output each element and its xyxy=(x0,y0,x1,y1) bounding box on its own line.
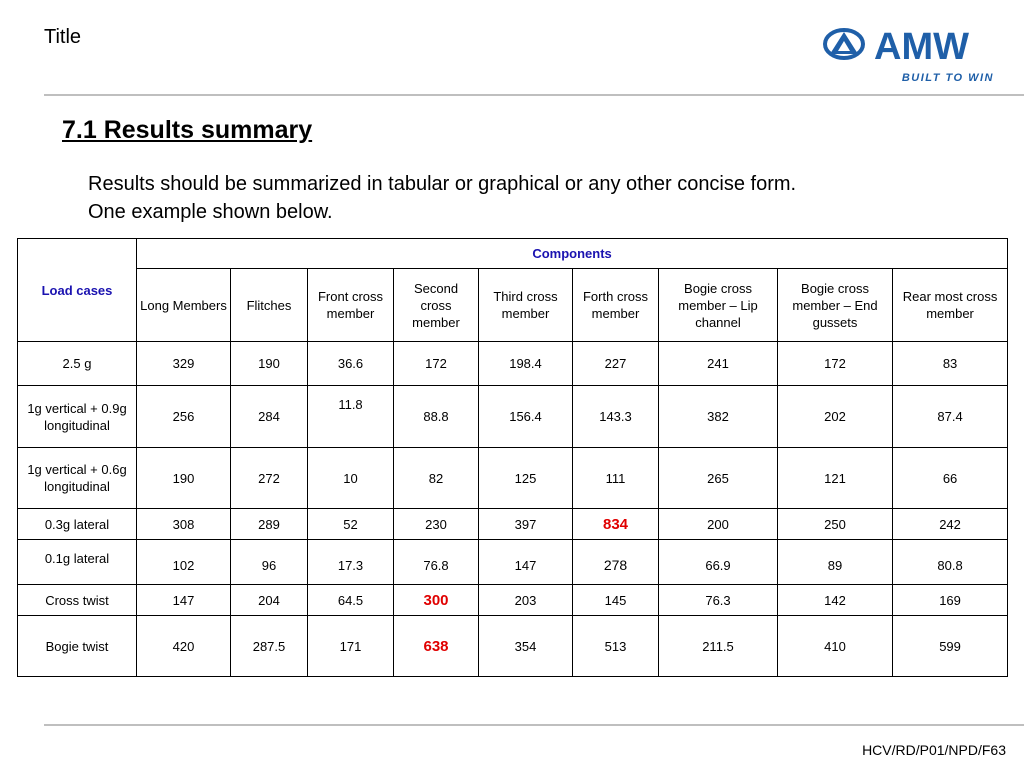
section-heading: 7.1 Results summary xyxy=(62,116,313,144)
table-cell: 96 xyxy=(231,540,308,585)
table-cell: 172 xyxy=(394,342,479,386)
table-cell: 147 xyxy=(137,585,231,616)
table-cell: 36.6 xyxy=(308,342,394,386)
table-cell: 156.4 xyxy=(479,386,573,448)
table-cell: 513 xyxy=(573,616,659,677)
table-row xyxy=(18,342,1008,386)
table-cell: 256 xyxy=(137,386,231,448)
table-cell: 80.8 xyxy=(893,540,1008,585)
table-cell: 121 xyxy=(778,448,893,509)
table-header-row xyxy=(18,239,1008,269)
table-cell: 147 xyxy=(479,540,573,585)
logo-wordmark: AMW xyxy=(874,26,969,68)
slide-title: Title xyxy=(44,26,82,48)
table-cell: 265 xyxy=(659,448,778,509)
table-cell: 410 xyxy=(778,616,893,677)
table-cell: 420 xyxy=(137,616,231,677)
column-header: Forth cross member xyxy=(573,269,659,342)
amw-logo xyxy=(822,26,998,84)
column-header: Bogie cross member – Lip channel xyxy=(659,269,778,342)
table-cell: 241 xyxy=(659,342,778,386)
table-row xyxy=(18,585,1008,616)
components-header: Components xyxy=(137,239,1008,269)
table-cell-highlighted: 834 xyxy=(573,509,659,540)
table-cell: 211.5 xyxy=(659,616,778,677)
column-header: Bogie cross member – End gussets xyxy=(778,269,893,342)
logo-tagline: BUILT TO WIN xyxy=(901,72,994,84)
load-case-label: 1g vertical + 0.9g longitudinal xyxy=(18,386,137,448)
table-cell: 250 xyxy=(778,509,893,540)
table-cell: 111 xyxy=(573,448,659,509)
column-header: Second cross member xyxy=(394,269,479,342)
table-row xyxy=(18,509,1008,540)
table-cell: 272 xyxy=(231,448,308,509)
table-cell: 89 xyxy=(778,540,893,585)
results-table xyxy=(17,238,1008,677)
table-cell: 88.8 xyxy=(394,386,479,448)
table-cell-highlighted: 300 xyxy=(394,585,479,616)
table-cell: 169 xyxy=(893,585,1008,616)
table-cell: 142 xyxy=(778,585,893,616)
table-cell: 66 xyxy=(893,448,1008,509)
table-cell: 278 xyxy=(573,540,659,585)
table-cell: 227 xyxy=(573,342,659,386)
column-header: Flitches xyxy=(231,269,308,342)
table-cell: 10 xyxy=(308,448,394,509)
intro-text xyxy=(88,170,796,226)
table-cell: 204 xyxy=(231,585,308,616)
load-case-label: 0.1g lateral xyxy=(18,540,137,585)
table-cell: 230 xyxy=(394,509,479,540)
column-header: Front cross member xyxy=(308,269,394,342)
table-row xyxy=(18,616,1008,677)
load-case-label: 1g vertical + 0.6g longitudinal xyxy=(18,448,137,509)
table-cell: 66.9 xyxy=(659,540,778,585)
table-cell: 203 xyxy=(479,585,573,616)
table-cell: 171 xyxy=(308,616,394,677)
table-cell: 202 xyxy=(778,386,893,448)
table-cell: 76.8 xyxy=(394,540,479,585)
table-cell: 289 xyxy=(231,509,308,540)
table-cell: 200 xyxy=(659,509,778,540)
header-divider xyxy=(44,94,1024,96)
table-cell: 599 xyxy=(893,616,1008,677)
table-cell: 17.3 xyxy=(308,540,394,585)
load-case-label: Bogie twist xyxy=(18,616,137,677)
load-case-label: Cross twist xyxy=(18,585,137,616)
column-header-row xyxy=(18,269,1008,342)
table-cell: 198.4 xyxy=(479,342,573,386)
table-row xyxy=(18,448,1008,509)
table-cell: 308 xyxy=(137,509,231,540)
table-cell-highlighted: 638 xyxy=(394,616,479,677)
table-cell: 354 xyxy=(479,616,573,677)
table-cell: 287.5 xyxy=(231,616,308,677)
table-cell: 82 xyxy=(394,448,479,509)
column-header: Third cross member xyxy=(479,269,573,342)
table-cell: 64.5 xyxy=(308,585,394,616)
load-case-label: 0.3g lateral xyxy=(18,509,137,540)
intro-line-1: Results should be summarized in tabular or graphical or any other concise form. xyxy=(88,173,797,195)
table-cell: 284 xyxy=(231,386,308,448)
table-cell: 382 xyxy=(659,386,778,448)
table-row xyxy=(18,386,1008,448)
load-case-label: 2.5 g xyxy=(18,342,137,386)
table-cell: 125 xyxy=(479,448,573,509)
table-cell: 172 xyxy=(778,342,893,386)
table-cell: 102 xyxy=(137,540,231,585)
table-cell: 143.3 xyxy=(573,386,659,448)
table-cell: 242 xyxy=(893,509,1008,540)
footer-document-code: HCV/RD/P01/NPD/F63 xyxy=(862,742,1006,758)
table-cell: 145 xyxy=(573,585,659,616)
table-cell: 76.3 xyxy=(659,585,778,616)
load-cases-header: Load cases xyxy=(18,239,137,342)
column-header: Long Members xyxy=(137,269,231,342)
table-row xyxy=(18,540,1008,585)
table-cell: 190 xyxy=(137,448,231,509)
amw-logo-emblem-icon xyxy=(825,30,863,58)
table-cell: 190 xyxy=(231,342,308,386)
footer-divider xyxy=(44,724,1024,726)
table-cell: 397 xyxy=(479,509,573,540)
intro-line-2: One example shown below. xyxy=(88,201,333,223)
table-cell: 83 xyxy=(893,342,1008,386)
table-cell: 11.8 xyxy=(308,386,394,448)
table-cell: 87.4 xyxy=(893,386,1008,448)
column-header: Rear most cross member xyxy=(893,269,1008,342)
table-cell: 52 xyxy=(308,509,394,540)
table-cell: 329 xyxy=(137,342,231,386)
